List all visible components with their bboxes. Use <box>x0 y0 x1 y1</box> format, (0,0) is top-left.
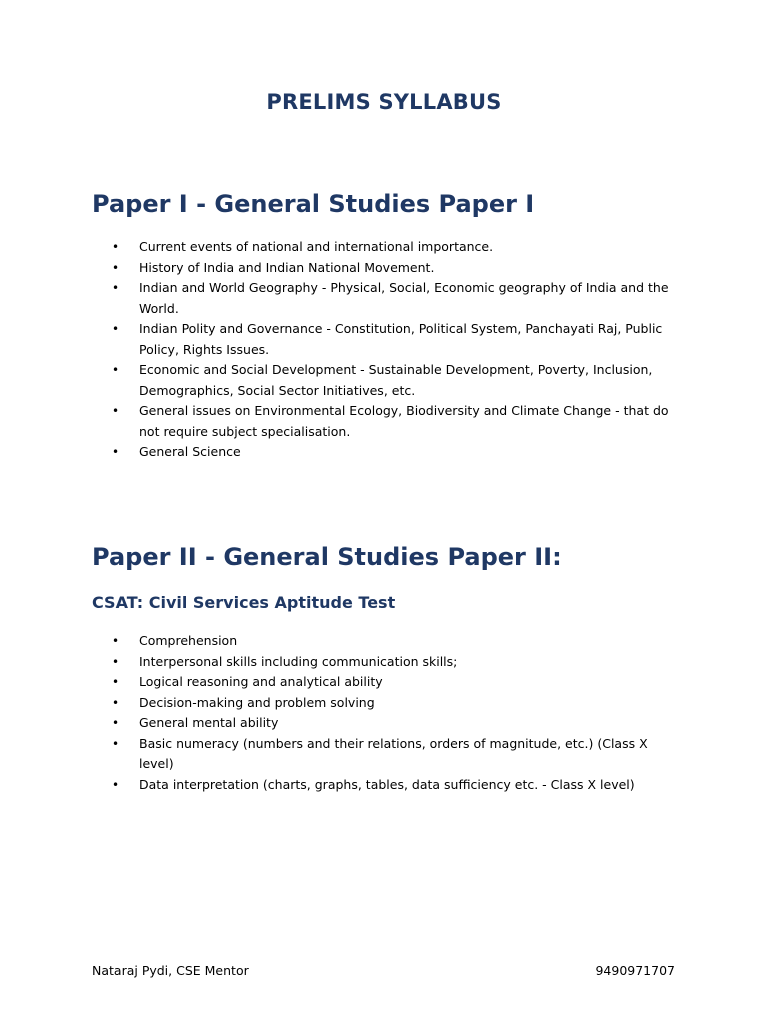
list-item-text: Economic and Social Development - Sustainable Development, Poverty, Inclusion, Demographics, Social Sector Initiatives, etc. <box>139 362 653 398</box>
list-item <box>112 734 672 775</box>
bullet-icon: • <box>112 654 120 669</box>
paper2-subheading: CSAT: Civil Services Aptitude Test <box>92 593 396 612</box>
paper2-list <box>112 631 672 795</box>
bullet-icon: • <box>112 634 120 648</box>
list-item <box>112 713 672 734</box>
list-item-text: General mental ability <box>139 715 279 730</box>
bullet-icon: • <box>112 260 120 275</box>
list-item-text: Indian and World Geography - Physical, Social, Economic geography of India and the World. <box>139 280 669 316</box>
list-item-text: Decision-making and problem solving <box>139 694 375 710</box>
bullet-icon: • <box>112 736 120 751</box>
paper1-list <box>112 237 672 463</box>
list-item <box>112 631 672 652</box>
list-item <box>112 693 672 714</box>
list-item <box>112 401 672 442</box>
footer-author: Nataraj Pydi, CSE Mentor <box>92 963 249 978</box>
list-item-text: Interpersonal skills including communication skills; <box>139 653 458 669</box>
list-item <box>112 672 672 693</box>
list-item-text: Indian Polity and Governance - Constitution, Political System, Panchayati Raj, Public Policy, Rights Issues. <box>139 321 663 357</box>
list-item <box>112 652 672 673</box>
list-item <box>112 237 672 258</box>
list-item <box>112 278 672 319</box>
bullet-icon: • <box>112 777 120 792</box>
list-item-text: Current events of national and international importance. <box>139 239 494 254</box>
list-item-text: General issues on Environmental Ecology, Biodiversity and Climate Change - that do not require subject specialisation. <box>139 403 669 439</box>
bullet-icon: • <box>112 281 120 295</box>
paper2-heading: Paper II - General Studies Paper II: <box>92 543 562 571</box>
list-item-text: Basic numeracy (numbers and their relations, orders of magnitude, etc.) (Class X level) <box>139 735 648 771</box>
footer-phone: 9490971707 <box>595 963 675 978</box>
list-item <box>112 319 672 360</box>
bullet-icon: • <box>112 240 120 254</box>
list-item-text: History of India and Indian National Movement. <box>139 259 435 275</box>
list-item <box>112 775 672 796</box>
paper1-heading: Paper I - General Studies Paper I <box>92 190 535 218</box>
bullet-icon: • <box>112 363 120 377</box>
list-item-text: Data interpretation (charts, graphs, tables, data sufficiency etc. - Class X level) <box>139 776 635 792</box>
bullet-icon: • <box>112 695 120 710</box>
list-item-text: General Science <box>139 444 241 459</box>
bullet-icon: • <box>112 404 120 418</box>
list-item-text: Comprehension <box>139 633 238 648</box>
list-item-text: Logical reasoning and analytical ability <box>139 674 383 689</box>
bullet-icon: • <box>112 675 120 689</box>
page-title: PRELIMS SYLLABUS <box>266 90 502 114</box>
bullet-icon: • <box>112 445 120 459</box>
list-item <box>112 258 672 279</box>
list-item <box>112 360 672 401</box>
list-item <box>112 442 672 463</box>
bullet-icon: • <box>112 322 120 336</box>
bullet-icon: • <box>112 716 120 730</box>
